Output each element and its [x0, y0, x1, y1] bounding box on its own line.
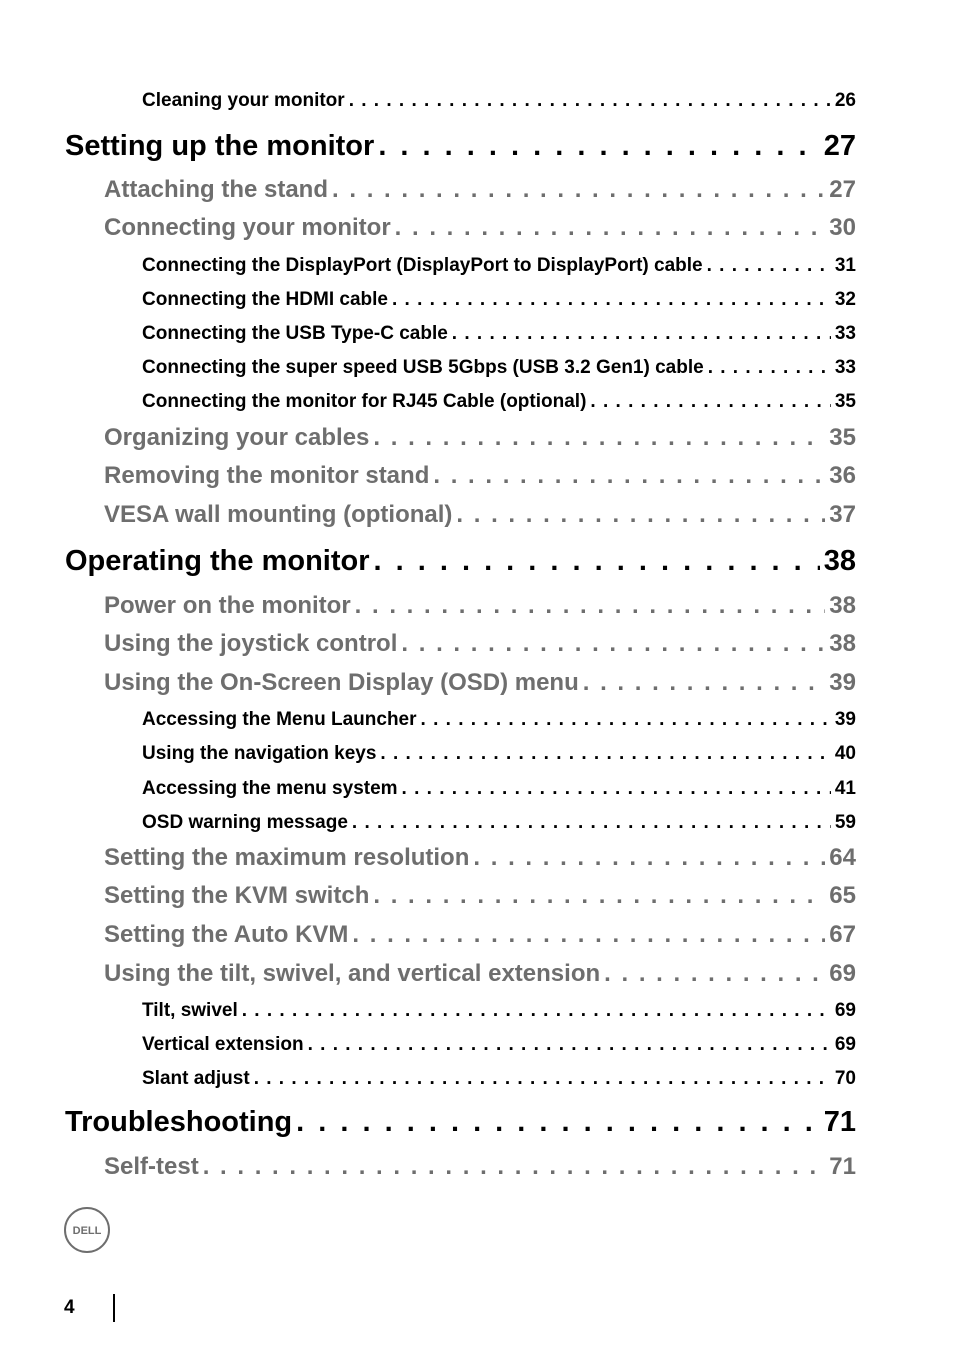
toc-entry-title: Slant adjust	[142, 1068, 250, 1089]
toc-entry-title: Vertical extension	[142, 1034, 304, 1055]
toc-entry-title: Connecting the DisplayPort (DisplayPort to DisplayPort) cable	[142, 255, 703, 276]
dot-leader	[433, 462, 825, 490]
toc-entry-title: Setting the KVM switch	[104, 882, 370, 909]
toc-entry-title: Setting the Auto KVM	[104, 921, 349, 948]
dot-leader	[402, 778, 831, 800]
toc-entry-title: Organizing your cables	[104, 424, 370, 451]
toc-entry[interactable]	[142, 289, 856, 311]
toc-entry-title: Accessing the Menu Launcher	[142, 709, 417, 730]
dot-leader	[456, 501, 825, 529]
dot-leader	[349, 90, 831, 112]
toc-entry-page: 35	[829, 424, 856, 451]
dot-leader	[452, 323, 831, 345]
toc-entry-title: Connecting the super speed USB 5Gbps (USB 3.2 Gen1) cable	[142, 357, 704, 378]
dell-logo-mark	[67, 1210, 107, 1250]
toc-entry-page: 26	[834, 90, 856, 111]
toc-entry-page: 33	[834, 357, 856, 378]
dot-leader	[296, 1106, 820, 1139]
dot-leader	[373, 424, 825, 452]
toc-entry-title: Using the tilt, swivel, and vertical extension	[104, 960, 601, 987]
dot-leader	[355, 592, 826, 620]
toc-entry[interactable]	[142, 1034, 856, 1056]
toc-entry-title: Using the On-Screen Display (OSD) menu	[104, 669, 579, 696]
dot-leader	[373, 882, 825, 910]
toc-entry[interactable]	[104, 882, 856, 910]
dot-leader	[590, 391, 830, 413]
toc-entry-page: 70	[834, 1068, 856, 1089]
toc-entry[interactable]	[142, 90, 856, 112]
toc-entry-title: Operating the monitor	[65, 545, 370, 577]
toc-entry-page: 36	[829, 462, 856, 489]
toc-entry-title: Connecting the HDMI cable	[142, 289, 388, 310]
toc-entry-page: 69	[834, 1034, 856, 1055]
dot-leader	[401, 630, 825, 658]
dot-leader	[332, 176, 825, 204]
toc-entry-page: 40	[834, 743, 856, 764]
toc-entry-page: 67	[829, 921, 856, 948]
toc-entry-page: 39	[834, 709, 856, 730]
toc-entry-page: 65	[829, 882, 856, 909]
toc-entry-page: 64	[829, 844, 856, 871]
toc-entry[interactable]	[142, 778, 856, 800]
toc-entry[interactable]	[142, 323, 856, 345]
toc-entry-title: Cleaning your monitor	[142, 90, 345, 111]
toc-entry-page: 39	[829, 669, 856, 696]
dot-leader	[374, 545, 820, 578]
toc-entry[interactable]	[104, 592, 856, 620]
dot-leader	[378, 130, 819, 163]
toc-entry-title: VESA wall mounting (optional)	[104, 501, 453, 528]
dot-leader	[421, 709, 831, 731]
toc-entry-page: 71	[829, 1153, 856, 1180]
toc-entry-page: 38	[829, 592, 856, 619]
toc-entry[interactable]	[104, 462, 856, 490]
toc-entry[interactable]	[65, 545, 856, 578]
toc-entry-title: Power on the monitor	[104, 592, 351, 619]
toc-entry-page: 30	[829, 214, 856, 241]
dell-logo-text: DELL	[72, 1225, 102, 1237]
dot-leader	[392, 289, 831, 311]
toc-entry-title: Removing the monitor stand	[104, 462, 430, 489]
toc-entry-title: Setting the maximum resolution	[104, 844, 470, 871]
toc-entry[interactable]	[104, 921, 856, 949]
footer-divider	[113, 1294, 115, 1322]
toc-entry[interactable]	[104, 501, 856, 529]
dot-leader	[707, 255, 831, 277]
toc-entry[interactable]	[142, 255, 856, 277]
toc-entry[interactable]	[104, 844, 856, 872]
toc-entry-title: Self-test	[104, 1153, 199, 1180]
toc-entry[interactable]	[104, 214, 856, 242]
toc-entry-title: Troubleshooting	[65, 1106, 293, 1138]
toc-entry-page: 27	[829, 176, 856, 203]
toc-entry-title: Setting up the monitor	[65, 130, 375, 162]
dot-leader	[604, 960, 825, 988]
toc-entry-page: 37	[829, 501, 856, 528]
toc-entry[interactable]	[104, 960, 856, 988]
toc-entry[interactable]	[104, 424, 856, 452]
page-number: 4	[64, 1297, 75, 1318]
toc-entry-page: 27	[823, 130, 856, 162]
dot-leader	[380, 743, 830, 765]
toc-entry-title: Attaching the stand	[104, 176, 329, 203]
dot-leader	[583, 669, 826, 697]
toc-entry-title: OSD warning message	[142, 812, 348, 833]
toc-entry-page: 69	[834, 1000, 856, 1021]
dell-logo-icon	[64, 1207, 110, 1253]
toc-entry-page: 59	[834, 812, 856, 833]
toc-entry-title: Using the joystick control	[104, 630, 398, 657]
toc-entry[interactable]	[104, 630, 856, 658]
dot-leader	[708, 357, 831, 379]
toc-entry[interactable]	[142, 812, 856, 834]
dot-leader	[242, 1000, 831, 1022]
toc-entry-title: Connecting the USB Type-C cable	[142, 323, 448, 344]
toc-entry-page: 32	[834, 289, 856, 310]
toc-entry[interactable]	[142, 391, 856, 413]
dot-leader	[352, 812, 831, 834]
toc-entry-title: Using the navigation keys	[142, 743, 377, 764]
dot-leader	[352, 921, 825, 949]
toc-entry[interactable]	[65, 130, 856, 163]
toc-entry-title: Tilt, swivel	[142, 1000, 238, 1021]
toc-entry-page: 69	[829, 960, 856, 987]
toc-entry-page: 38	[823, 545, 856, 577]
toc-entry[interactable]	[142, 1000, 856, 1022]
dot-leader	[473, 844, 825, 872]
dot-leader	[254, 1068, 831, 1090]
toc-entry-title: Accessing the menu system	[142, 778, 398, 799]
toc-entry-page: 35	[834, 391, 856, 412]
toc-entry[interactable]	[104, 669, 856, 697]
dot-leader	[395, 214, 826, 242]
toc-entry-title: Connecting the monitor for RJ45 Cable (optional)	[142, 391, 587, 412]
toc-entry[interactable]	[104, 1153, 856, 1181]
toc-entry[interactable]	[142, 357, 856, 379]
toc-entry[interactable]	[104, 176, 856, 204]
toc-entry[interactable]	[142, 743, 856, 765]
toc-entry-page: 33	[834, 323, 856, 344]
toc-entry[interactable]	[142, 709, 856, 731]
toc-entry-page: 38	[829, 630, 856, 657]
dot-leader	[308, 1034, 831, 1056]
toc-entry[interactable]	[142, 1068, 856, 1090]
dot-leader	[203, 1153, 826, 1181]
toc-entry-page: 41	[834, 778, 856, 799]
toc-entry-page: 71	[823, 1106, 856, 1138]
toc-entry-title: Connecting your monitor	[104, 214, 391, 241]
toc-entry[interactable]	[65, 1106, 856, 1139]
toc-entry-page: 31	[834, 255, 856, 276]
